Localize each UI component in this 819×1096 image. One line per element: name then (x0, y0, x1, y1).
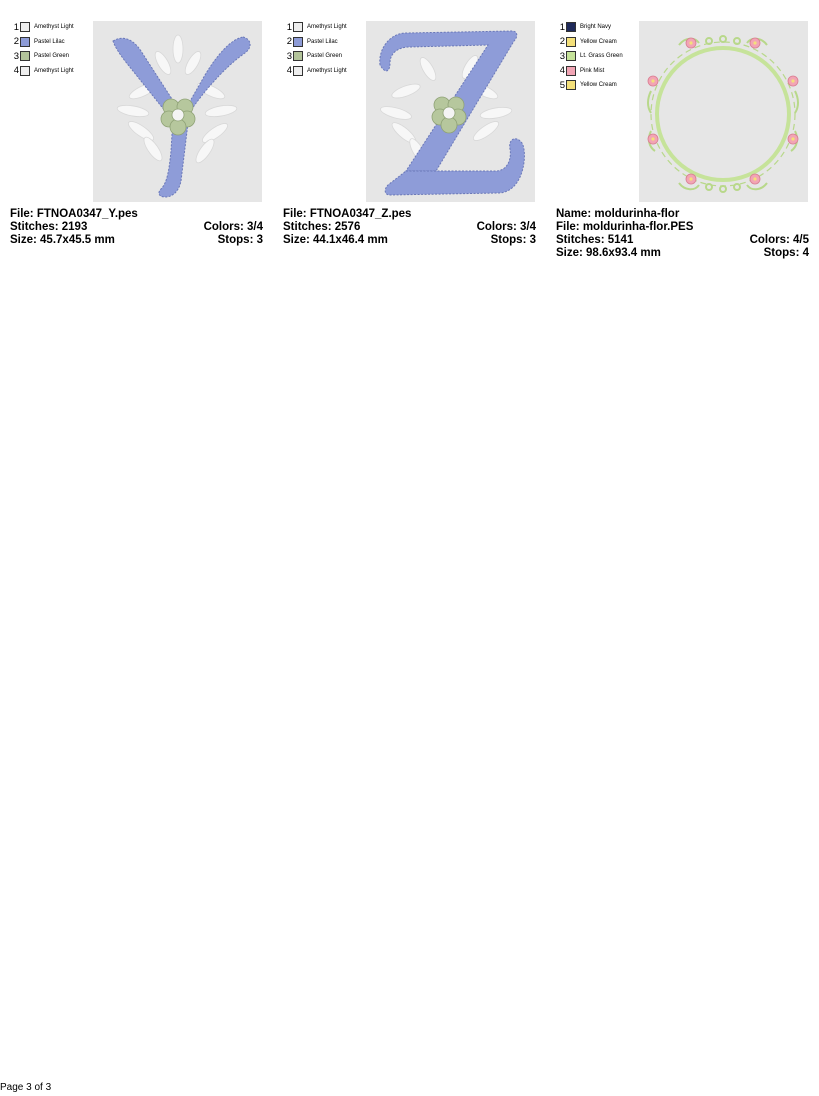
legend-row (556, 35, 636, 50)
file-name: File: FTNOA0347_Y.pes (10, 208, 138, 220)
thread-name: Bright Navy (580, 24, 612, 31)
legend-number: 4 (286, 65, 292, 77)
legend-number: 5 (559, 79, 565, 91)
info-row (283, 234, 536, 247)
design-info (283, 208, 536, 247)
color-swatch (293, 66, 303, 76)
color-swatch (566, 66, 576, 76)
color-swatch (20, 22, 30, 32)
color-legend (556, 20, 636, 93)
legend-number: 1 (559, 21, 565, 33)
info-row (10, 208, 263, 221)
thread-name: Amethyst Light (307, 24, 347, 31)
legend-number: 3 (13, 50, 19, 62)
embroidery-preview-z (366, 21, 535, 202)
info-row (556, 234, 809, 247)
thread-name: Yellow Cream (580, 38, 617, 45)
legend-row (283, 49, 363, 64)
design-size: Size: 44.1x46.4 mm (283, 234, 388, 246)
legend-row (283, 35, 363, 50)
design-card-y (10, 20, 263, 260)
legend-row (556, 49, 636, 64)
floral-frame-image (639, 21, 808, 202)
legend-row (556, 64, 636, 79)
thread-name: Amethyst Light (307, 67, 347, 74)
thread-name: Yellow Cream (580, 82, 617, 89)
stop-count: Stops: 3 (490, 234, 536, 246)
design-info (10, 208, 263, 247)
legend-row (556, 78, 636, 93)
legend-number: 2 (559, 36, 565, 48)
design-size: Size: 45.7x45.5 mm (10, 234, 115, 246)
color-swatch (566, 80, 576, 90)
file-name: File: moldurinha-flor.PES (556, 221, 694, 233)
embroidery-preview-y (93, 21, 262, 202)
thread-name: Pastel Green (307, 53, 343, 60)
design-name: Name: moldurinha-flor (556, 208, 680, 220)
info-row (556, 208, 809, 221)
thread-name: Amethyst Light (34, 67, 74, 74)
design-card-z (283, 20, 536, 260)
color-swatch (566, 51, 576, 61)
color-legend (10, 20, 90, 78)
stop-count: Stops: 4 (763, 247, 809, 259)
info-row (283, 221, 536, 234)
legend-row (556, 20, 636, 35)
stitch-count: Stitches: 5141 (556, 234, 634, 246)
embroidery-preview-frame (639, 21, 808, 202)
monogram-y-image (93, 21, 262, 202)
thread-name: Pastel Lilac (34, 38, 65, 45)
legend-number: 1 (286, 21, 292, 33)
thread-name: Pastel Lilac (307, 38, 338, 45)
color-count: Colors: 3/4 (203, 221, 263, 233)
legend-number: 3 (286, 50, 292, 62)
info-row (10, 234, 263, 247)
legend-number: 1 (13, 21, 19, 33)
legend-number: 4 (13, 65, 19, 77)
legend-number: 2 (286, 36, 292, 48)
info-row (556, 247, 809, 260)
page-number: Page 3 of 3 (0, 1082, 52, 1093)
color-swatch (20, 37, 30, 47)
stitch-count: Stitches: 2193 (10, 221, 88, 233)
legend-row (283, 64, 363, 79)
legend-number: 4 (559, 65, 565, 77)
design-size: Size: 98.6x93.4 mm (556, 247, 661, 259)
thread-name: Lt. Grass Green (580, 53, 623, 60)
legend-row (10, 64, 90, 79)
color-swatch (20, 66, 30, 76)
legend-row (283, 20, 363, 35)
color-swatch (566, 22, 576, 32)
info-row (10, 221, 263, 234)
color-legend (283, 20, 363, 78)
stitch-count: Stitches: 2576 (283, 221, 361, 233)
info-row (556, 221, 809, 234)
file-name: File: FTNOA0347_Z.pes (283, 208, 412, 220)
design-info (556, 208, 809, 260)
design-card-frame (556, 20, 809, 260)
legend-number: 3 (559, 50, 565, 62)
thread-name: Pastel Green (34, 53, 70, 60)
monogram-z-image (366, 21, 535, 202)
legend-row (10, 20, 90, 35)
thread-name: Pink Mist (580, 67, 605, 74)
info-row (283, 208, 536, 221)
color-swatch (293, 37, 303, 47)
stop-count: Stops: 3 (217, 234, 263, 246)
color-swatch (293, 51, 303, 61)
legend-row (10, 49, 90, 64)
color-count: Colors: 3/4 (476, 221, 536, 233)
color-swatch (566, 37, 576, 47)
color-swatch (293, 22, 303, 32)
legend-number: 2 (13, 36, 19, 48)
color-count: Colors: 4/5 (749, 234, 809, 246)
color-swatch (20, 51, 30, 61)
legend-row (10, 35, 90, 50)
thread-name: Amethyst Light (34, 24, 74, 31)
